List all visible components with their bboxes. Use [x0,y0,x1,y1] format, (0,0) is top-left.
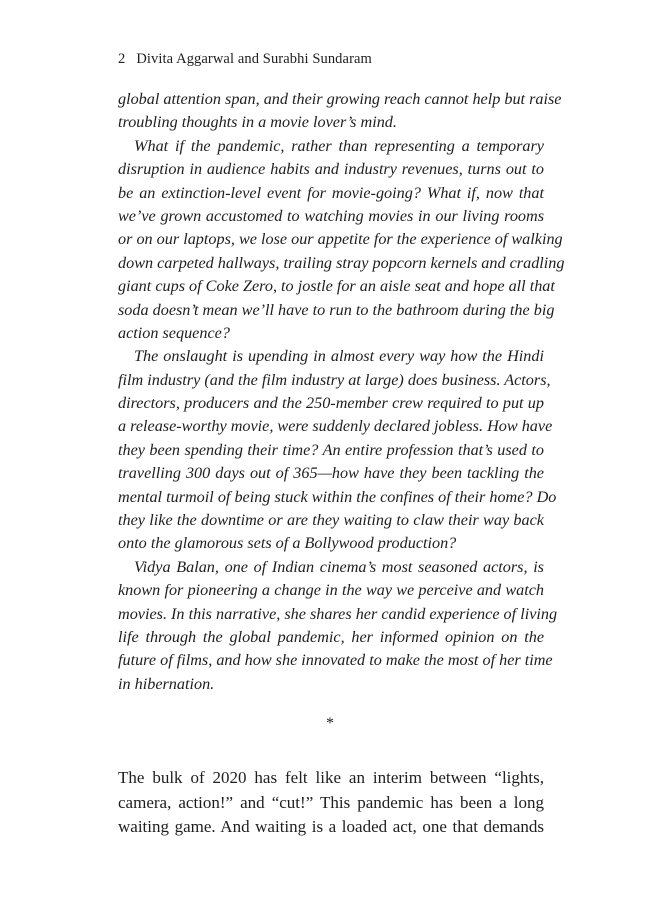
text-line: Vidya Balan, one of Indian cinema’s most seasoned actors, is [134,557,544,576]
text-line: global attention span, and their growing reach cannot help but raise [118,90,562,108]
text-line: in hibernation. [118,674,215,693]
paragraph [118,135,565,346]
paragraph [118,345,557,556]
text-line: a release-worthy movie, were suddenly declared jobless. How have [118,417,553,436]
text-line: The onslaught is upending in almost every way how the Hindi [134,347,544,366]
paragraph [118,556,558,696]
text-line: known for pioneering a change in the way we perceive and watch [118,581,544,600]
text-line: we’ve grown accustomed to watching movies in our living rooms [118,206,544,225]
text-line: action sequence? [118,323,230,342]
text-line: movies. In this narrative, she shares her candid experience of living [118,604,558,623]
text-line: The bulk of 2020 has felt like an interim between “lights, [118,768,544,787]
text-line: What if the pandemic, rather than representing a temporary [134,136,544,155]
body-text [118,766,544,840]
text-line: troubling thoughts in a movie lover’s mind. [118,113,397,132]
text-line: life through the global pandemic, her informed opinion on the [118,627,544,646]
text-line: down carpeted hallways, trailing stray popcorn kernels and cradling [118,253,565,272]
paragraph [118,766,544,840]
text-line: they been spending their time? An entire profession that’s used to [118,440,544,459]
text-line: they like the downtime or are they waiting to claw their way back [118,511,544,530]
paragraph [118,88,562,135]
text-line: camera, action!” and “cut!” This pandemic has been a long [118,792,544,812]
intro-text [118,88,565,696]
text-line: travelling 300 days out of 365—how have they been tackling the [118,464,544,483]
text-line: giant cups of Coke Zero, to jostle for an aisle seat and hope all that [118,277,555,296]
text-line: directors, producers and the 250-member crew required to put up [118,394,544,413]
text-line: soda doesn’t mean we’ll have to run to the bathroom during the big [118,300,555,319]
page-number: 2 [118,51,126,67]
running-head-authors: Divita Aggarwal and Surabhi Sundaram [136,51,372,67]
text-line: or on our laptops, we lose our appetite for the experience of walking [118,230,563,249]
running-head [118,51,372,68]
text-line: mental turmoil of being stuck within the confines of their home? Do [118,487,557,506]
text-line: film industry (and the film industry at large) does business. Actors, [118,370,551,389]
text-line: be an extinction-level event for movie-going? What if, now that [118,183,544,202]
text-line: waiting game. And waiting is a loaded act, one that demands [118,817,544,836]
section-separator: * [326,715,334,732]
text-line: onto the glamorous sets of a Bollywood production? [118,534,457,553]
text-line: future of films, and how she innovated to make the most of her time [118,651,553,670]
text-line: disruption in audience habits and industry revenues, turns out to [118,160,544,179]
